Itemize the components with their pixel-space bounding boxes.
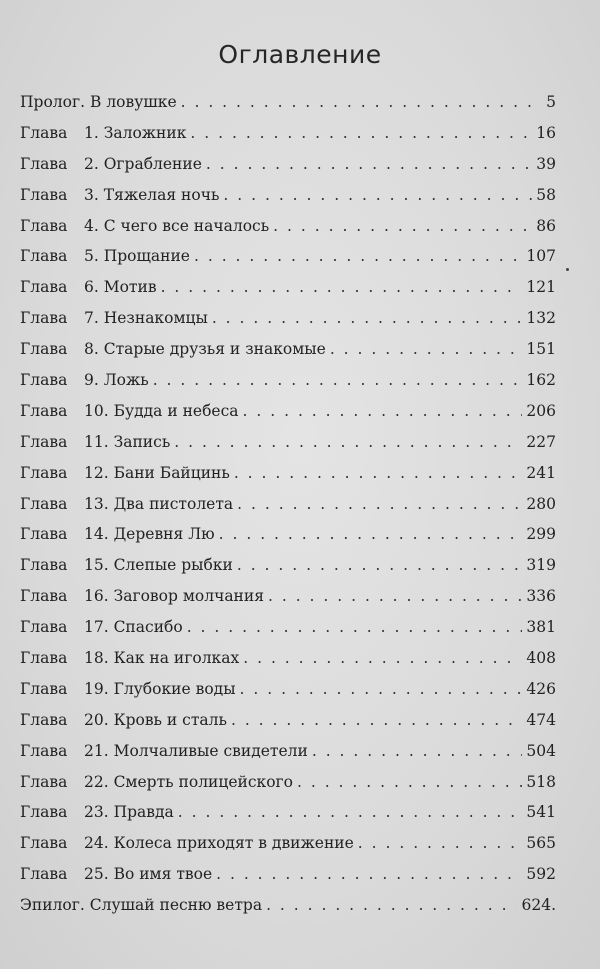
toc-entry-prefix: Глава: [20, 649, 68, 668]
toc-entry-prefix: Глава: [20, 556, 68, 575]
toc-entry-label: [20, 309, 208, 327]
toc-entry: [20, 773, 556, 804]
toc-entry: [20, 155, 556, 186]
toc-entry-label: [20, 495, 233, 513]
toc-page-number: 5: [546, 93, 556, 111]
toc-entry-label: [20, 773, 293, 791]
toc-entry-title: 9. Ложь: [84, 371, 149, 390]
toc-leader-dots: [266, 896, 517, 914]
toc-entry-prefix: Глава: [20, 185, 68, 204]
toc-page-number: 39: [536, 154, 556, 173]
toc-entry-title: 4. С чего все началось: [84, 216, 270, 235]
toc-entry-label: [20, 711, 227, 729]
toc-entry-title: 3. Тяжелая ночь: [84, 185, 220, 204]
toc-entry-title: 11. Запись: [84, 432, 171, 451]
toc-entry: [20, 525, 556, 556]
toc-page-number: 624.: [521, 896, 556, 915]
toc-entry-prefix: Глава: [20, 710, 68, 729]
toc-page-number: 518: [526, 772, 556, 791]
toc-page-number: 299: [526, 525, 556, 544]
toc-entry: [20, 556, 556, 587]
toc-entry-label: [20, 340, 326, 358]
toc-entry-prefix: Глава: [20, 309, 68, 328]
toc-leader-dots: [153, 371, 523, 389]
toc-entry: [20, 618, 556, 649]
toc-leader-dots: [237, 495, 522, 513]
toc-entry-label: [20, 896, 262, 914]
toc-entry-title: 15. Слепые рыбки: [84, 556, 233, 575]
toc-entry-prefix: Глава: [20, 154, 68, 173]
toc-page-number: 504: [526, 741, 556, 760]
toc-entry-label: [20, 618, 183, 636]
toc-entry-label: [20, 464, 230, 482]
toc-page-number: 319: [526, 556, 556, 575]
toc-entry: [20, 495, 556, 526]
toc-entry: [20, 680, 556, 711]
toc-entry: [20, 742, 556, 773]
toc-page-number: 565: [526, 834, 556, 853]
toc-entry-prefix: Глава: [20, 123, 68, 142]
toc-entry-title: 13. Два пистолета: [84, 494, 234, 513]
toc-entry-title: 12. Бани Байцинь: [84, 463, 230, 482]
toc-page-number: 227: [526, 432, 556, 451]
toc-entry-prefix: Глава: [20, 371, 68, 390]
toc-page-number: 132: [526, 309, 556, 328]
toc-entry-label: [20, 525, 215, 543]
toc-entry-label: [20, 124, 186, 142]
toc-leader-dots: [273, 217, 532, 235]
toc-entry-label: [20, 217, 269, 235]
toc-page-number: 206: [526, 401, 556, 420]
toc-entry-title: Слушай песню ветра: [89, 896, 263, 915]
toc-entry-prefix: Глава: [20, 247, 68, 266]
toc-page-number: 86: [536, 216, 556, 235]
toc-leader-dots: [161, 278, 523, 296]
toc-leader-dots: [243, 402, 523, 420]
toc-leader-dots: [330, 340, 523, 358]
toc-leader-dots: [243, 649, 522, 667]
toc-entry-title: 23. Правда: [84, 803, 174, 822]
toc-entry-prefix: Глава: [20, 834, 68, 853]
toc-entry-label: [20, 433, 170, 451]
toc-entry-prefix: Глава: [20, 618, 68, 637]
toc-leader-dots: [312, 742, 523, 760]
toc-entry-prefix: Глава: [20, 679, 68, 698]
toc-entry-prefix: Глава: [20, 340, 68, 359]
toc-entry: [20, 433, 556, 464]
toc-leader-dots: [212, 309, 523, 327]
toc-entry-label: [20, 186, 219, 204]
toc-entry-prefix: Глава: [20, 803, 68, 822]
toc-entry-title: 10. Будда и небеса: [84, 401, 239, 420]
toc-entry-title: 20. Кровь и сталь: [84, 710, 227, 729]
toc-leader-dots: [223, 186, 532, 204]
toc-entry: [20, 464, 556, 495]
toc-page-number: 121: [526, 278, 556, 297]
toc-entry: [20, 124, 556, 155]
toc-leader-dots: [178, 803, 523, 821]
toc-entry-title: 24. Колеса приходят в движение: [84, 834, 354, 853]
toc-entry-label: [20, 247, 190, 265]
toc-entry-label: [20, 155, 202, 173]
print-speck: [566, 268, 569, 271]
toc-entry-prefix: Глава: [20, 494, 68, 513]
toc-entry: [20, 309, 556, 340]
toc-leader-dots: [206, 155, 532, 173]
toc-entry-label: [20, 742, 308, 760]
toc-page-number: 280: [526, 494, 556, 513]
toc-page-number: 16: [536, 123, 556, 142]
toc-entry-title: 5. Прощание: [84, 247, 190, 266]
toc-entry: [20, 278, 556, 309]
toc-page-number: 408: [526, 649, 556, 668]
toc-entry-title: 22. Смерть полицейского: [84, 772, 293, 791]
toc-leader-dots: [240, 680, 523, 698]
toc-page-number: 426: [526, 679, 556, 698]
toc-entry-prefix: Глава: [20, 463, 68, 482]
toc-leader-dots: [358, 834, 523, 852]
toc-entry-label: [20, 649, 239, 667]
toc-entry: [20, 217, 556, 248]
toc-entry: [20, 402, 556, 433]
toc-entry-prefix: Глава: [20, 216, 68, 235]
toc-page-number: 592: [526, 865, 556, 884]
toc-entry-title: 25. Во имя твое: [84, 865, 213, 884]
toc-entry: [20, 371, 556, 402]
toc-entry: [20, 711, 556, 742]
toc-entry: [20, 834, 556, 865]
toc-entry-title: 1. Заложник: [84, 123, 187, 142]
toc-entry-label: [20, 371, 149, 389]
toc-entry-prefix: Глава: [20, 587, 68, 606]
toc-page-number: 541: [526, 803, 556, 822]
toc-leader-dots: [194, 247, 522, 265]
toc-entry-label: [20, 93, 177, 111]
toc-entry-prefix: Глава: [20, 741, 68, 760]
toc-leader-dots: [297, 773, 522, 791]
toc-page-number: 381: [526, 618, 556, 637]
toc-page-number: 162: [526, 371, 556, 390]
toc-page-number: 107: [526, 247, 556, 266]
toc-entry-title: 17. Спасибо: [84, 618, 183, 637]
table-of-contents: [20, 93, 556, 927]
toc-entry-label: [20, 680, 236, 698]
toc-entry-prefix: Глава: [20, 401, 68, 420]
toc-entry: [20, 896, 556, 927]
toc-entry-prefix: Эпилог.: [20, 896, 85, 915]
toc-leader-dots: [216, 865, 522, 883]
toc-leader-dots: [187, 618, 523, 636]
toc-entry: [20, 865, 556, 896]
toc-entry-prefix: Глава: [20, 432, 68, 451]
toc-leader-dots: [268, 587, 522, 605]
toc-leader-dots: [234, 464, 523, 482]
toc-entry-prefix: Пролог.: [20, 93, 85, 111]
toc-entry-title: 6. Мотив: [84, 278, 157, 297]
toc-entry: [20, 587, 556, 618]
toc-page-number: 336: [526, 587, 556, 606]
toc-entry-title: 18. Как на иголках: [84, 649, 240, 668]
toc-entry-title: 19. Глубокие воды: [84, 679, 236, 698]
toc-entry: [20, 803, 556, 834]
page-title: Оглавление: [218, 40, 382, 69]
toc-entry-label: [20, 587, 264, 605]
toc-entry-title: 16. Заговор молчания: [84, 587, 264, 606]
toc-entry-title: 2. Ограбление: [84, 154, 202, 173]
toc-leader-dots: [190, 124, 532, 142]
toc-entry: [20, 340, 556, 371]
toc-page-number: 474: [526, 710, 556, 729]
toc-entry-title: 8. Старые друзья и знакомые: [84, 340, 326, 359]
toc-entry-label: [20, 278, 157, 296]
toc-entry-prefix: Глава: [20, 865, 68, 884]
toc-entry-prefix: Глава: [20, 278, 68, 297]
toc-leader-dots: [231, 711, 522, 729]
toc-entry-prefix: Глава: [20, 772, 68, 791]
toc-entry-title: 7. Незнакомцы: [84, 309, 208, 328]
toc-leader-dots: [174, 433, 522, 451]
toc-entry: [20, 186, 556, 217]
toc-entry-label: [20, 834, 354, 852]
toc-entry-title: В ловушке: [90, 93, 177, 111]
toc-entry-title: 21. Молчаливые свидетели: [84, 741, 308, 760]
toc-entry-label: [20, 556, 233, 574]
toc-page-number: 151: [526, 340, 556, 359]
toc-leader-dots: [219, 525, 523, 543]
toc-entry: [20, 247, 556, 278]
toc-leader-dots: [237, 556, 523, 574]
toc-leader-dots: [181, 93, 543, 111]
toc-entry-prefix: Глава: [20, 525, 68, 544]
toc-entry-title: 14. Деревня Лю: [84, 525, 215, 544]
toc-entry-label: [20, 803, 174, 821]
toc-entry: [20, 93, 556, 124]
toc-page-number: 58: [536, 185, 556, 204]
toc-page-number: 241: [526, 463, 556, 482]
toc-entry-label: [20, 865, 212, 883]
toc-entry-label: [20, 402, 239, 420]
toc-entry: [20, 649, 556, 680]
